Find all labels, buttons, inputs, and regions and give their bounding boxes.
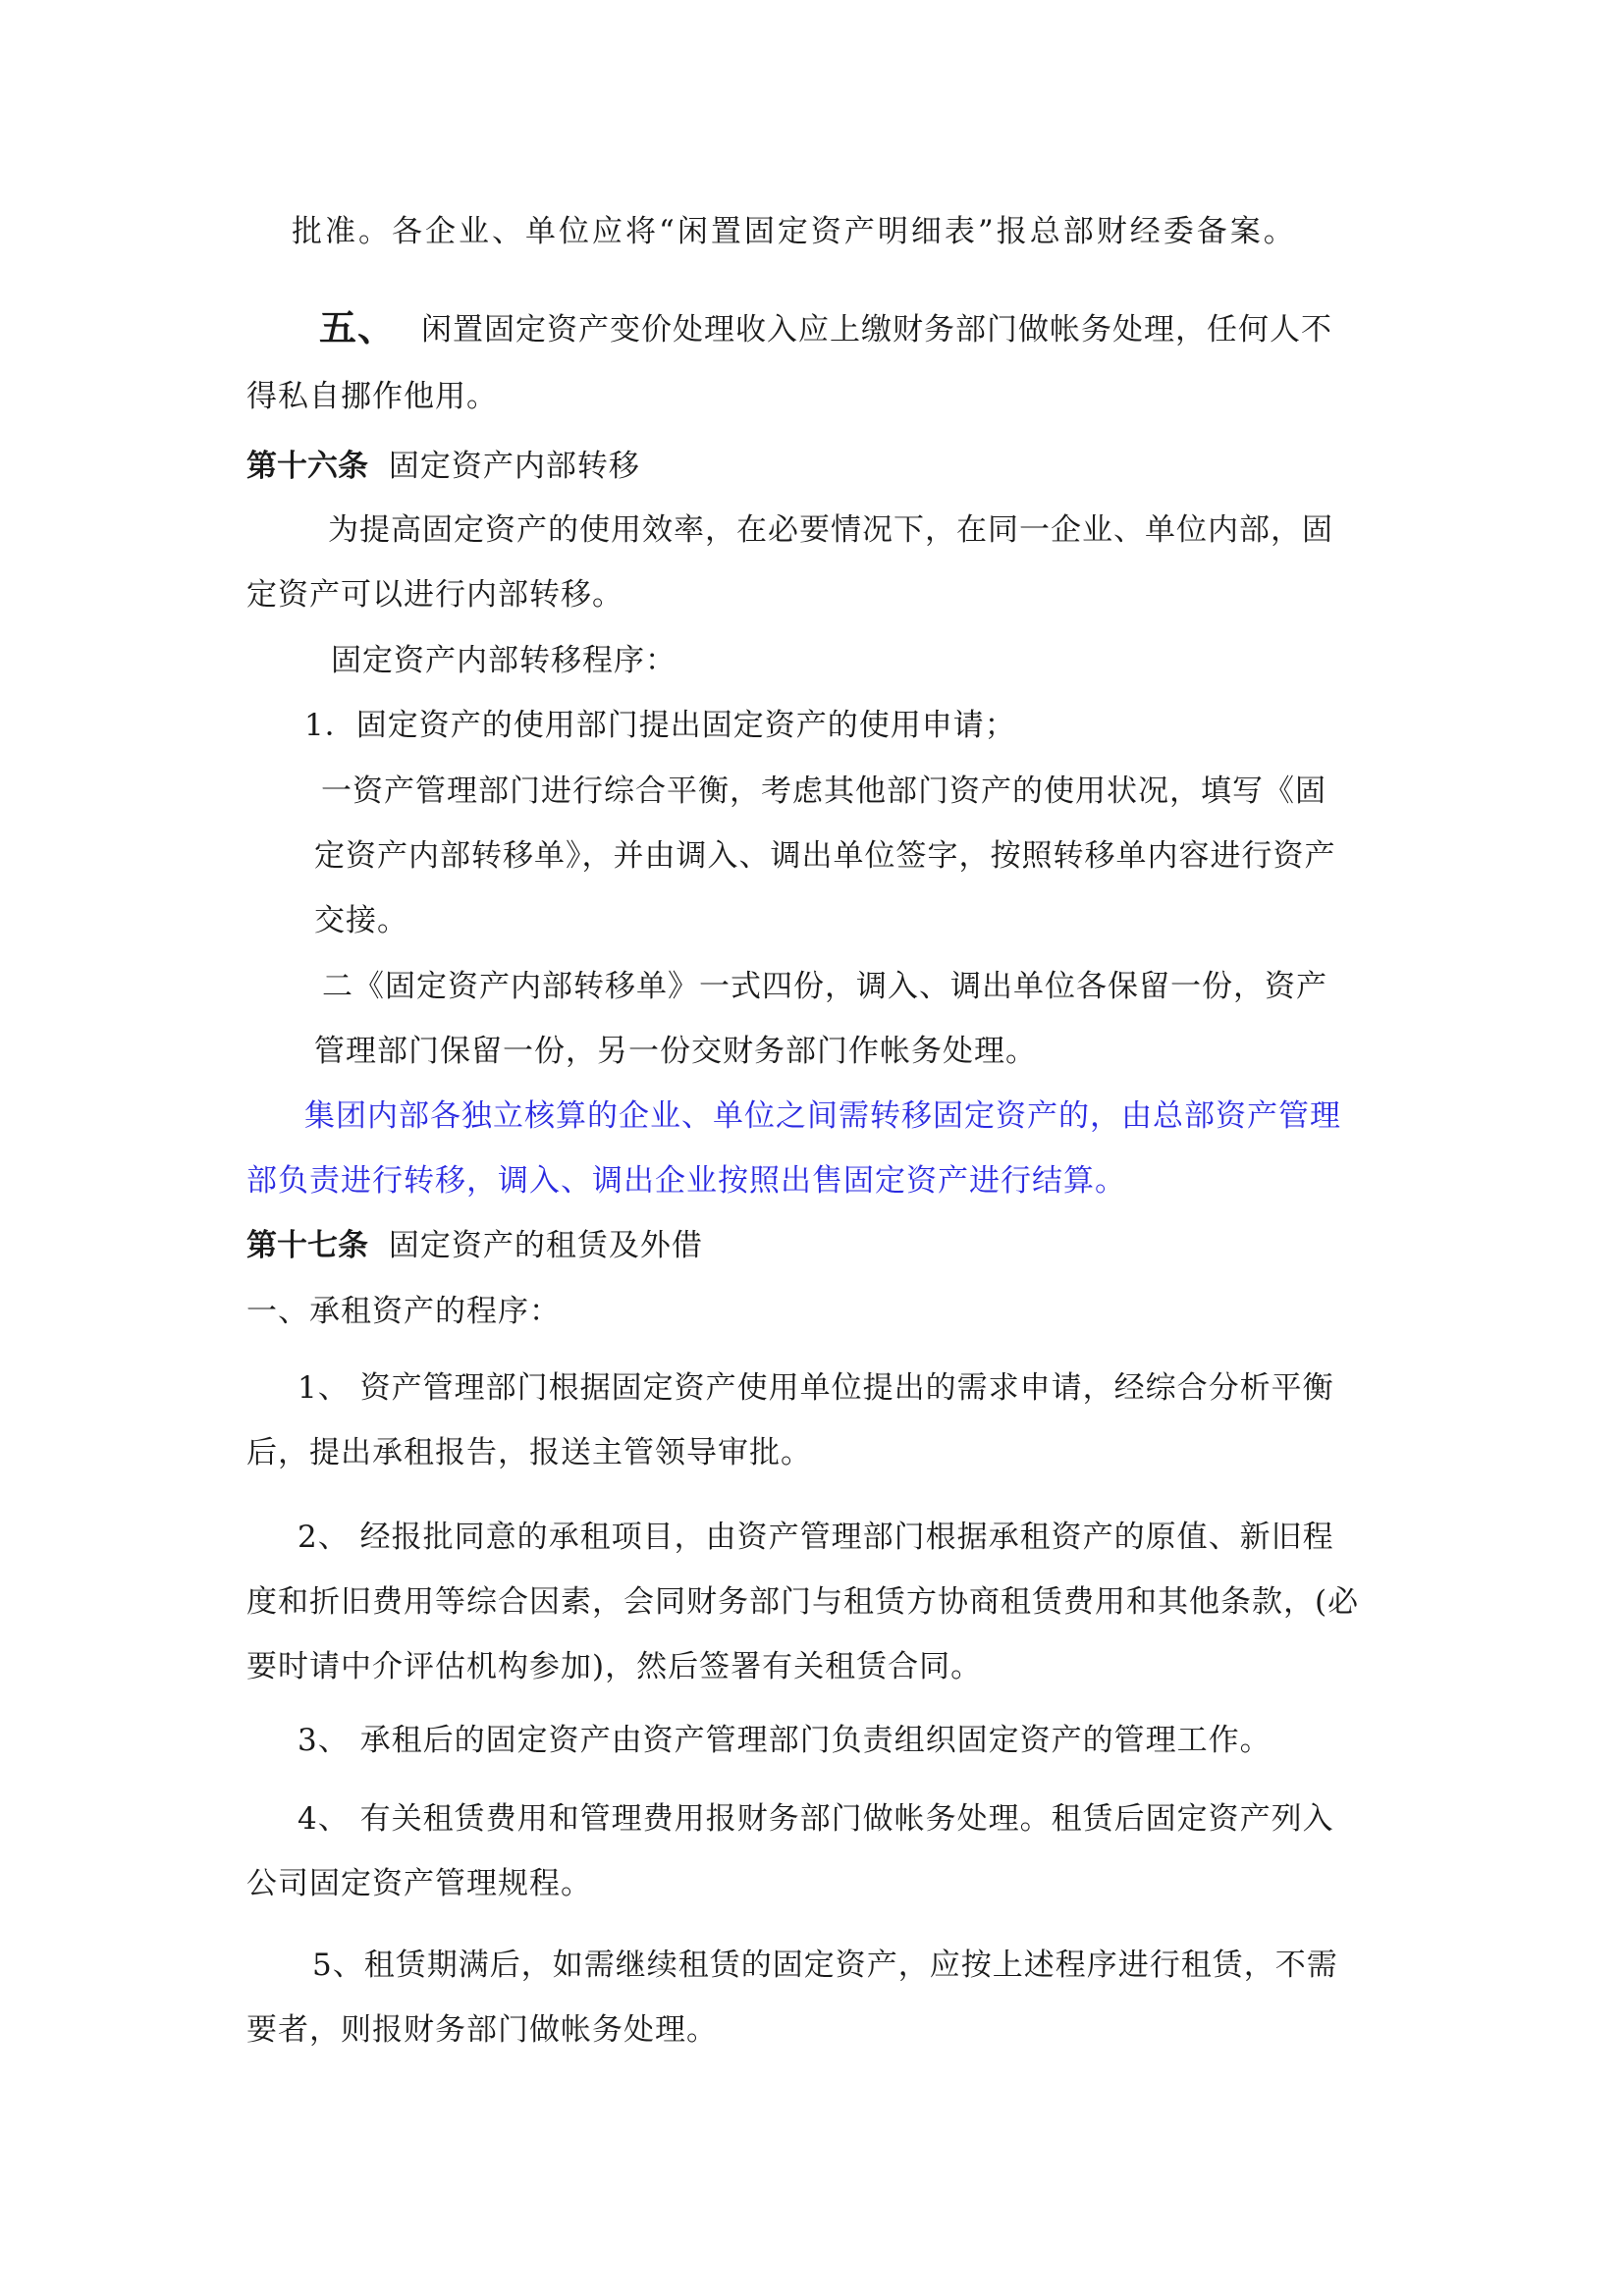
text-line: 度和折旧费用等综合因素，会同财务部门与租赁方协商租赁费用和其他条款，(必 bbox=[246, 1584, 1360, 1620]
list-item: 1．固定资产的使用部门提出固定资产的使用申请； bbox=[304, 708, 1016, 743]
list-item: 1、 资产管理部门根据固定资产使用单位提出的需求申请，经综合分析平衡 bbox=[298, 1370, 1334, 1406]
text-line: 管理部门保留一份，另一份交财务部门作帐务处理。 bbox=[314, 1034, 1037, 1069]
text-line: 要时请中介评估机构参加)，然后签署有关租赁合同。 bbox=[246, 1649, 983, 1684]
article-heading bbox=[246, 1226, 703, 1265]
text-line: 闲置固定资产变价处理收入应上缴财务部门做帐务处理，任何人不 bbox=[421, 312, 1332, 347]
highlight-text: 部负责进行转移，调入、调出企业按照出售固定资产进行结算。 bbox=[246, 1163, 1126, 1199]
text-line: 得私自挪作他用。 bbox=[246, 379, 498, 414]
text-line: 为提高固定资产的使用效率，在必要情况下，在同一企业、单位内部，固 bbox=[328, 512, 1333, 548]
text-line: 一、承租资产的程序： bbox=[246, 1294, 561, 1329]
list-item: 2、 经报批同意的承租项目，由资产管理部门根据承租资产的原值、新旧程 bbox=[298, 1520, 1334, 1555]
article-title: 固定资产内部转移 bbox=[388, 449, 640, 484]
text-line: 固定资产内部转移程序： bbox=[331, 643, 677, 678]
text-line: 定资产可以进行内部转移。 bbox=[246, 577, 623, 613]
text-line: 后，提出承租报告，报送主管领导审批。 bbox=[246, 1435, 812, 1470]
text-line: 要者，则报财务部门做帐务处理。 bbox=[246, 2012, 718, 2048]
text-line: 二《固定资产内部转移单》一式四份，调入、调出单位各保留一份，资产 bbox=[322, 969, 1327, 1004]
text-line: 交接。 bbox=[314, 903, 408, 938]
text-line: 一资产管理部门进行综合平衡，考虑其他部门资产的使用状况，填写《固 bbox=[321, 774, 1326, 809]
section-marker: 五、 bbox=[319, 306, 397, 349]
list-item: 4、 有关租赁费用和管理费用报财务部门做帐务处理。租赁后固定资产列入 bbox=[298, 1801, 1334, 1837]
text-line: 批准。各企业、单位应将“闲置固定资产明细表”报总部财经委备案。 bbox=[292, 214, 1297, 249]
list-item: 5、租赁期满后，如需继续租赁的固定资产，应按上述程序进行租赁，不需 bbox=[312, 1948, 1338, 1983]
article-heading bbox=[246, 447, 640, 486]
text-line: 定资产内部转移单》，并由调入、调出单位签字，按照转移单内容进行资产 bbox=[314, 838, 1336, 874]
text-line: 公司固定资产管理规程。 bbox=[246, 1866, 592, 1901]
highlight-text: 集团内部各独立核算的企业、单位之间需转移固定资产的，由总部资产管理 bbox=[304, 1098, 1341, 1134]
article-number: 第十六条 bbox=[246, 449, 368, 484]
article-number: 第十七条 bbox=[246, 1228, 368, 1263]
article-title: 固定资产的租赁及外借 bbox=[388, 1228, 703, 1263]
list-item: 3、 承租后的固定资产由资产管理部门负责组织固定资产的管理工作。 bbox=[298, 1723, 1272, 1758]
